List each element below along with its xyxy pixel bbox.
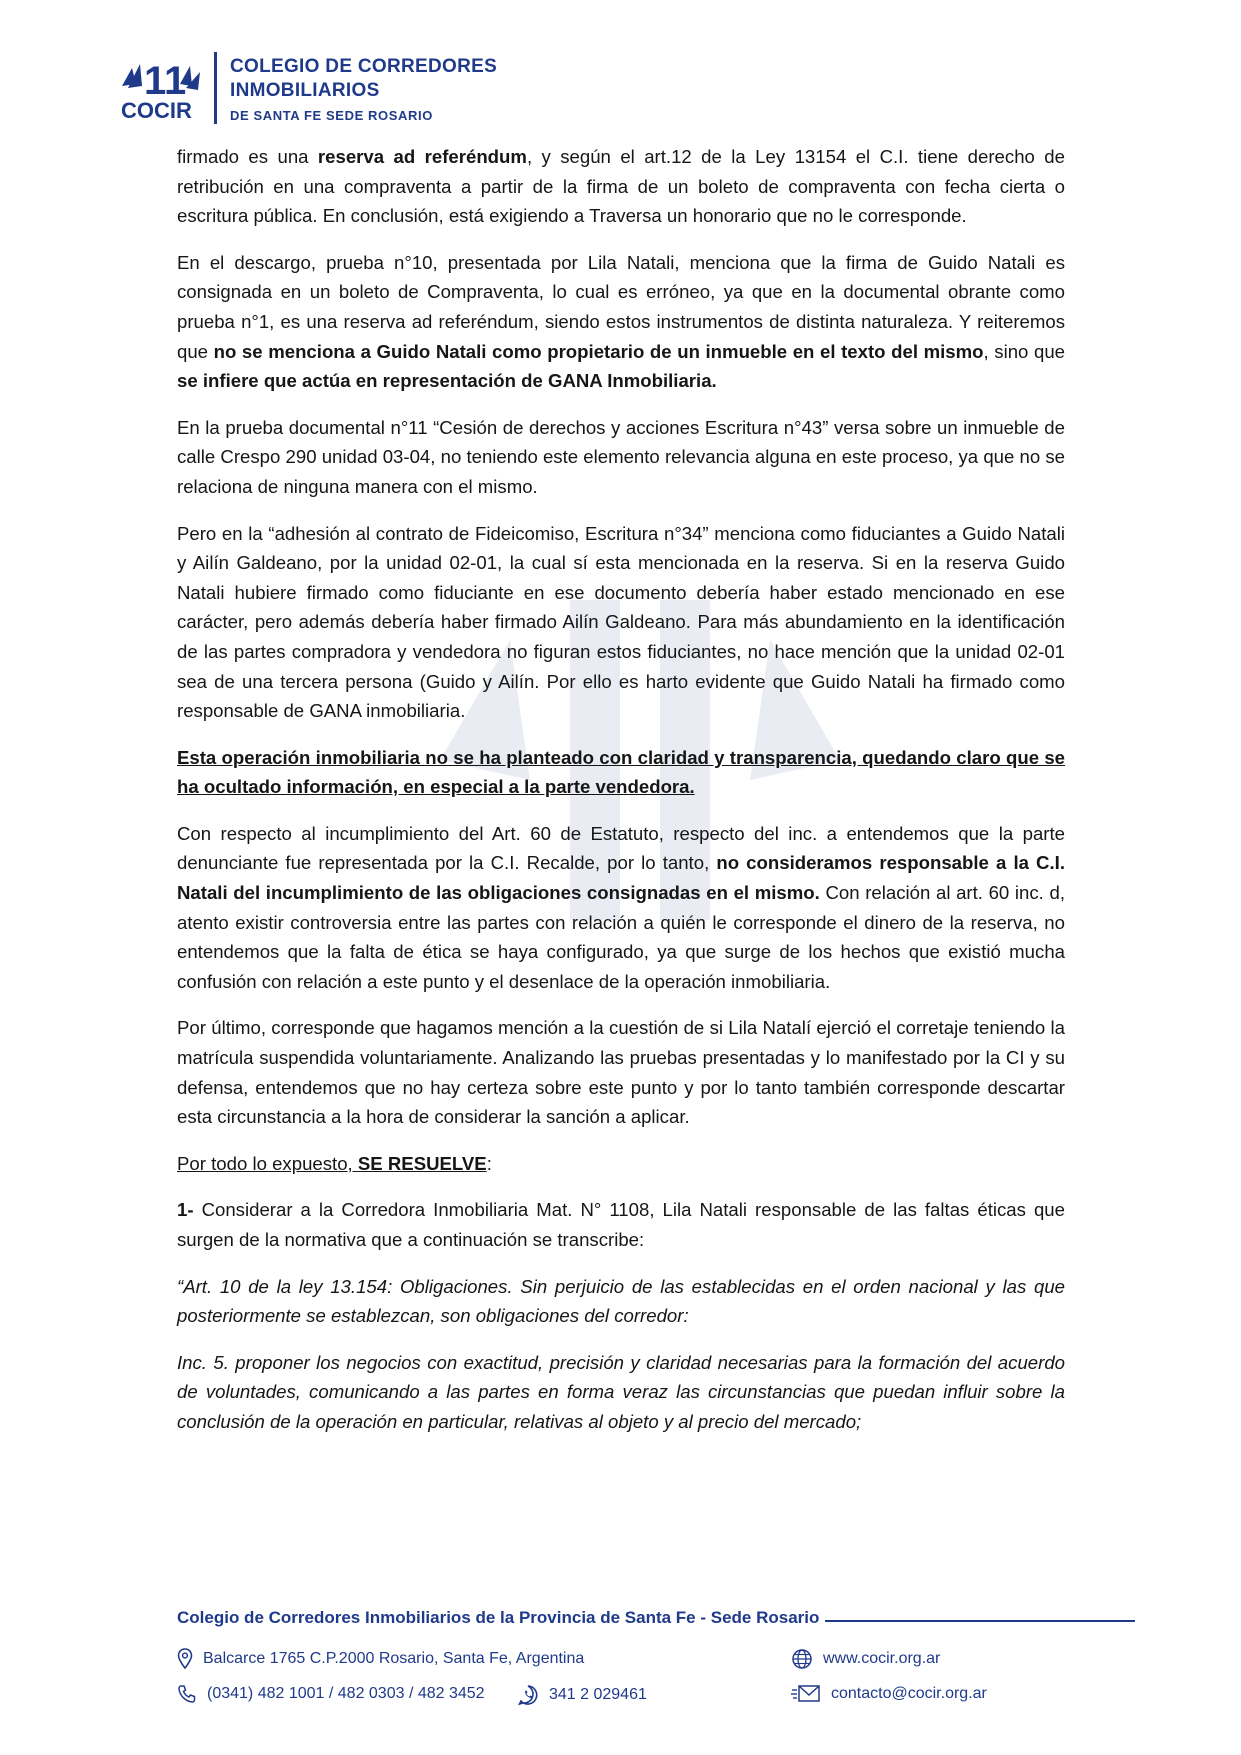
paragraph: Con respecto al incumplimiento del Art. 60 de Estatuto, respecto del inc. a entendemos que la parte denunciante fue representada por la C.I. Recalde, por lo tanto, no consideramos responsable a la C.I. Natali del incumplimiento de las obligaciones consignadas en el mismo. Con relación al art. 60 inc. d, atento existir controversia entre las partes con relación a quién le corresponde el dinero de la reserva, no entendemos que la falta de ética se haya configurado, ya que surge de los hechos que existió mucha confusión con relación a este punto y el desenlace de la operación inmobiliaria. xyxy=(177,822,1065,992)
footer xyxy=(177,1608,1157,1728)
document-body xyxy=(177,142,1065,1454)
paragraph: En el descargo, prueba n°10, presentada por Lila Natali, menciona que la firma de Guido Natali es consignada en un boleto de Compraventa, lo cual es erróneo, ya que en la documental obrante como prueba n°1, es una reserva ad referéndum, siendo estos instrumentos de distinta naturaleza. Y reiteremos que no se menciona a Guido Natali como propietario de un inmueble en el texto del mismo, sino que se infiere que actúa en representación de GANA Inmobiliaria. xyxy=(177,251,1065,392)
email-icon xyxy=(791,1684,821,1704)
footer-title: Colegio de Corredores Inmobiliarios de la Provincia de Santa Fe - Sede Rosario xyxy=(177,1608,820,1627)
law-quote: Inc. 5. proponer los negocios con exactitud, precisión y claridad necesarias para la formación del acuerdo de voluntades, comunicando a las partes en forma veraz las circunstancias que puedan influir sobre la conclusión de la operación en particular, relativas al objeto y al precio del mercado; xyxy=(177,1351,1065,1432)
paragraph: firmado es una reserva ad referéndum, y según el art.12 de la Ley 13154 el C.I. tiene derecho de retribución en una compraventa a partir de la firma de un boleto de compraventa con fecha cierta o escritura pública. En conclusión, está exigiendo a Traversa un honorario que no le corresponde. xyxy=(177,146,1065,227)
paragraph: Por último, corresponde que hagamos mención a la cuestión de si Lila Natalí ejerció el corretaje teniendo la matrícula suspendida voluntariamente. Analizando las pruebas presentadas y lo manifestado por la CI y su defensa, entendemos que no hay certeza sobre este punto y por lo tanto también corresponde descartar esta circunstancia a la hora de considerar la sanción a aplicar. xyxy=(177,1017,1065,1128)
logo-divider xyxy=(214,52,217,124)
whatsapp-icon xyxy=(517,1684,539,1706)
conclusion-paragraph: Esta operación inmobiliaria no se ha planteado con claridad y transparencia, quedando claro que se ha ocultado información, en especial a la parte vendedora. xyxy=(177,746,1065,798)
law-quote: “Art. 10 de la ley 13.154: Obligaciones. Sin perjuicio de las establecidas en el orden nacional y las que posteriormente se establezcan, son obligaciones del corredor: xyxy=(177,1275,1065,1327)
letterhead xyxy=(118,48,578,124)
footer-address: Balcarce 1765 C.P.2000 Rosario, Santa Fe, Argentina xyxy=(177,1648,584,1670)
org-name-line2: INMOBILIARIOS xyxy=(230,80,380,101)
location-pin-icon xyxy=(177,1648,193,1670)
footer-whatsapp: 341 2 029461 xyxy=(517,1684,647,1706)
org-name-line1: COLEGIO DE CORREDORES xyxy=(230,56,498,77)
org-name-line3: DE SANTA FE SEDE ROSARIO xyxy=(230,108,433,123)
cocir-logo-icon xyxy=(118,50,204,122)
footer-website: www.cocir.org.ar xyxy=(791,1648,940,1670)
paragraph: En la prueba documental n°11 “Cesión de derechos y acciones Escritura n°43” versa sobre un inmueble de calle Crespo 290 unidad 03-04, no teniendo este elemento relevancia alguna en este proceso, ya que no se relaciona de ninguna manera con el mismo. xyxy=(177,416,1065,497)
resolution-item: 1- Considerar a la Corredora Inmobiliaria Mat. N° 1108, Lila Natali responsable de las faltas éticas que surgen de la normativa que a continuación se transcribe: xyxy=(177,1199,1065,1250)
footer-phones: (0341) 482 1001 / 482 0303 / 482 3452 xyxy=(177,1684,485,1704)
logo-text: COCIR xyxy=(121,98,192,122)
footer-email: contacto@cocir.org.ar xyxy=(791,1684,987,1704)
resolution-heading: Por todo lo expuesto, SE RESUELVE: xyxy=(177,1152,492,1174)
logo-number: 11 xyxy=(144,59,187,103)
globe-icon xyxy=(791,1648,813,1670)
phone-icon xyxy=(177,1684,197,1704)
paragraph: Pero en la “adhesión al contrato de Fideicomiso, Escritura n°34” menciona como fiduciantes a Guido Natali y Ailín Galdeano, por la unidad 02-01, la cual sí esta mencionada en la reserva. Si en la reserva Guido Natali hubiere firmado como fiduciante en ese documento debería haber estado mencionado en ese carácter, pero además debería haber firmado Ailín Galdeano. Para más abundamiento en la identificación de las partes compradora y vendedora no figuran estos fiduciantes, no hace mención que la unidad 02-01 sea de una tercera persona (Guido y Ailín. Por ello es harto evidente que Guido Natali ha firmado como responsable de GANA inmobiliaria. xyxy=(177,522,1065,722)
footer-rule xyxy=(825,1620,1135,1622)
